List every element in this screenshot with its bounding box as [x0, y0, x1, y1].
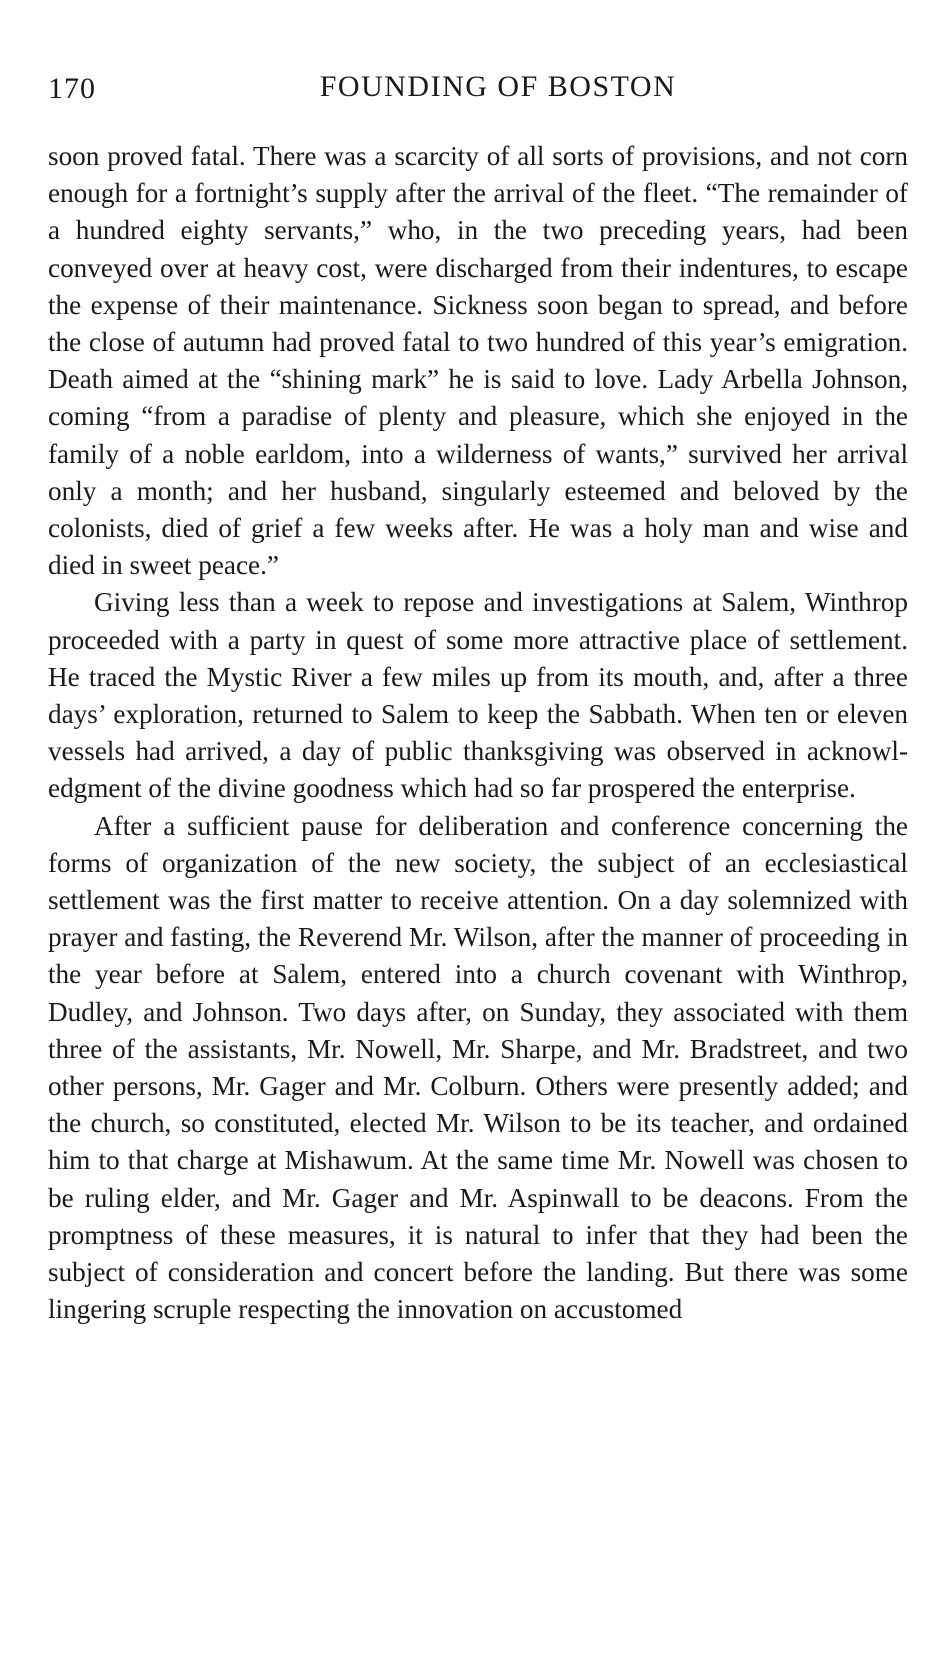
- running-title: FOUNDING OF BOSTON: [319, 70, 677, 103]
- running-head: [48, 68, 908, 108]
- paragraph-church-covenant: After a sufficient pause for deliberation and conference concerning the forms of organization of the new society, the subject of an ecclesiastical settlement was the first matter to receive attention. On a day solemnized with prayer and fasting, the Reverend Mr. Wilson, after the manner of proceeding in the year before at Salem, entered into a church covenant with Winthrop, Dudley, and Johnson. Two days after, on Sunday, they associated with them three of the assistants, Mr. Nowell, Mr. Sharpe, and Mr. Bradstreet, and two other persons, Mr. Gager and Mr. Colburn. Others were presently added; and the church, so constituted, elected Mr. Wilson to be its teacher, and ordained him to that charge at Mishawum. At the same time Mr. Nowell was chosen to be ruling elder, and Mr. Gager and Mr. Aspinwall to be deacons. From the promptness of these measures, it is natural to infer that they had been the subject of consideration and concert before the landing. But there was some lingering scruple respecting the innovation on accustomed: [48, 810, 908, 1325]
- body-text: [48, 138, 908, 1329]
- paragraph-winthrop-exploration: Giving less than a week to repose and investigations at Salem, Winthrop proceeded with a party in quest of some more attractive place of settlement. He traced the Mystic River a few miles up from its mouth, and, after a three days’ exploration, returned to Salem to keep the Sabbath. When ten or eleven vessels had arrived, a day of public thanksgiving was observed in acknowledgment of the divine goodness which had so far prospered the enterprise.: [48, 587, 908, 804]
- page-number: 170: [48, 72, 96, 105]
- paragraph-continued: soon proved fatal. There was a scarcity of all sorts of provisions, and not corn enough for a fortnight’s supply after the arrival of the fleet. “The remainder of a hundred eighty servants,” who, in the two preceding years, had been conveyed over at heavy cost, were discharged from their indentures, to escape the expense of their maintenance. Sickness soon began to spread, and before the close of autumn had proved fatal to two hundred of this year’s emigration. Death aimed at the “shining mark” he is said to love. Lady Arbella Johnson, coming “from a paradise of plenty and pleasure, which she enjoyed in the family of a noble earldom, into a wilderness of wants,” survived her arrival only a month; and her husband, singularly esteemed and beloved by the colonists, died of grief a few weeks after. He was a holy man and wise and died in sweet peace.”: [48, 141, 908, 581]
